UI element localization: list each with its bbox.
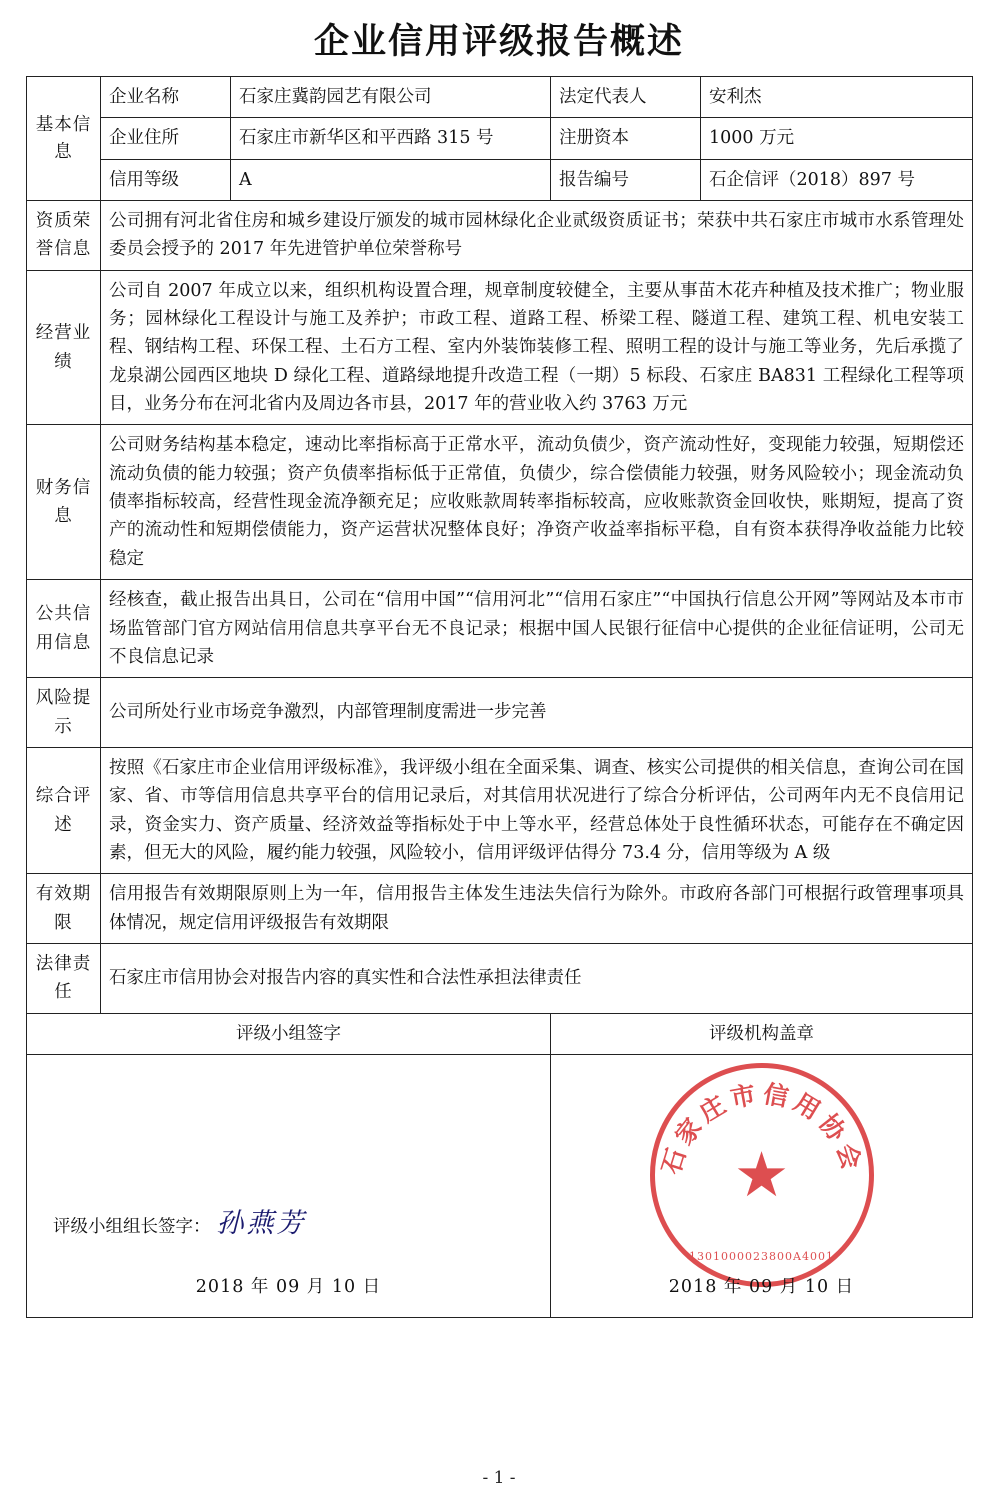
field-value-company-name: 石家庄冀韵园艺有限公司 [231, 77, 551, 118]
row-label-overall: 综合评述 [27, 747, 101, 873]
signer-line [35, 1202, 542, 1246]
field-label-address: 企业住所 [101, 118, 231, 159]
table-row-overall [27, 747, 973, 873]
field-label-company-name: 企业名称 [101, 77, 231, 118]
page-number: - 1 - [482, 1468, 516, 1488]
signature-header-left: 评级小组签字 [27, 1013, 551, 1054]
row-label-risk: 风险提示 [27, 678, 101, 748]
credit-report-table [26, 76, 973, 1318]
table-row-public-credit [27, 580, 973, 678]
official-seal [650, 1063, 874, 1287]
row-text-risk: 公司所处行业市场竞争激烈，内部管理制度需进一步完善 [101, 678, 973, 748]
signature-area-right [551, 1054, 973, 1317]
row-label-validity: 有效期限 [27, 874, 101, 944]
field-value-address: 石家庄市新华区和平西路 315 号 [231, 118, 551, 159]
row-label-basic-info-text: 基本信息 [35, 115, 92, 162]
signature-area-left [27, 1054, 551, 1317]
row-text-validity: 信用报告有效期限原则上为一年，信用报告主体发生违法失信行为除外。市政府各部门可根据行政管理事项具体情况，规定信用评级报告有效期限 [101, 874, 973, 944]
field-value-credit-grade: A [231, 159, 551, 200]
row-text-legal: 石家庄市信用协会对报告内容的真实性和合法性承担法律责任 [101, 943, 973, 1013]
table-row-signature-area [27, 1054, 973, 1317]
table-row-financial [27, 425, 973, 580]
row-text-overall: 按照《石家庄市企业信用评级标准》，我评级小组在全面采集、调查、核实公司提供的相关信息，查询公司在国家、省、市等信用信息共享平台的信用记录后，对其信用状况进行了综合分析评估，公司两年内无不良信用记录，资金实力、资产质量、经济效益等指标处于中上等水平，经营总体处于良性循环状态，可能存在不确定因素，但无大的风险，履约能力较强，风险较小，信用评级评估得分 73.4 分，信用等级为 A 级 [101, 747, 973, 873]
row-label-basic-info [27, 77, 101, 201]
row-text-operation: 公司自 2007 年成立以来，组织机构设置合理，规章制度较健全，主要从事苗木花卉种植及技术推广；物业服务；园林绿化工程设计与施工及养护；市政工程、道路工程、桥梁工程、隧道工程、建筑工程、机电安装工程、钢结构工程、环保工程、土石方工程、室内外装饰装修工程、照明工程的设计与施工等业务，先后承揽了龙泉湖公园西区地块 D 绿化工程、道路绿地提升改造工程（一期）5 标段、石家庄 BA831 工程绿化工程等项目，业务分布在河北省内及周边各市县，2017 年的营业收入约 3763 万元 [101, 270, 973, 425]
document-page [0, 14, 998, 1496]
field-label-report-number: 报告编号 [551, 159, 701, 200]
row-label-financial: 财务信息 [27, 425, 101, 580]
row-label-qualification: 资质荣誉信息 [27, 201, 101, 271]
row-label-public-credit: 公共信用信息 [27, 580, 101, 678]
table-row-operation [27, 270, 973, 425]
table-row-legal [27, 943, 973, 1013]
field-label-registered-capital: 注册资本 [551, 118, 701, 159]
seal-code-text: 1301000023800A4001 [689, 1250, 834, 1264]
row-text-public-credit: 经核查，截止报告出具日，公司在“信用中国”“信用河北”“信用石家庄”“中国执行信息公开网”等网站及本市市场监管部门官方网站信用信息共享平台无不良记录；根据中国人民银行征信中心提供的企业征信证明，公司无不良信息记录 [101, 580, 973, 678]
seal-star-icon: ★ [733, 1137, 790, 1211]
table-row-qualification [27, 201, 973, 271]
seal-inner-ring [655, 1068, 869, 1282]
row-label-legal: 法律责任 [27, 943, 101, 1013]
row-label-operation: 经营业绩 [27, 270, 101, 425]
table-row-signature-header [27, 1013, 973, 1054]
table-row-basic-1 [27, 77, 973, 118]
row-text-financial: 公司财务结构基本稳定，速动比率指标高于正常水平，流动负债少，资产流动性好，变现能力较强，短期偿还流动负债的能力较强；资产负债率指标低于正常值，负债少，综合偿债能力较强，财务风险较小；现金流动负债率指标较高，经营性现金流净额充足；应收账款周转率指标较高，应收账款资金回收快，账期短，提高了资产的流动性和短期偿债能力，资产运营状况整体良好；净资产收益率指标平稳，自有资本获得净收益能力比较稳定 [101, 425, 973, 580]
seal-arc-label: 石家庄市信用协会 [655, 1079, 868, 1178]
signature-date-right: 2018 年 09 月 10 日 [668, 1276, 855, 1297]
row-text-qualification: 公司拥有河北省住房和城乡建设厅颁发的城市园林绿化企业贰级资质证书；荣获中共石家庄市城市水系管理处委员会授予的 2017 年先进管护单位荣誉称号 [101, 201, 973, 271]
field-value-report-number: 石企信评（2018）897 号 [701, 159, 973, 200]
table-row-risk [27, 678, 973, 748]
field-label-credit-grade: 信用等级 [101, 159, 231, 200]
page-title: 企业信用评级报告概述 [313, 21, 684, 62]
table-row-validity [27, 874, 973, 944]
field-label-legal-rep: 法定代表人 [551, 77, 701, 118]
field-value-legal-rep: 安利杰 [701, 77, 973, 118]
table-row-basic-2 [27, 118, 973, 159]
signer-handwriting: 孙燕芳 [216, 1208, 307, 1240]
signature-date-left: 2018 年 09 月 10 日 [195, 1276, 382, 1297]
field-value-registered-capital: 1000 万元 [701, 118, 973, 159]
signature-header-right: 评级机构盖章 [551, 1013, 973, 1054]
signer-label: 评级小组组长签字： [53, 1217, 211, 1238]
table-row-basic-3 [27, 159, 973, 200]
